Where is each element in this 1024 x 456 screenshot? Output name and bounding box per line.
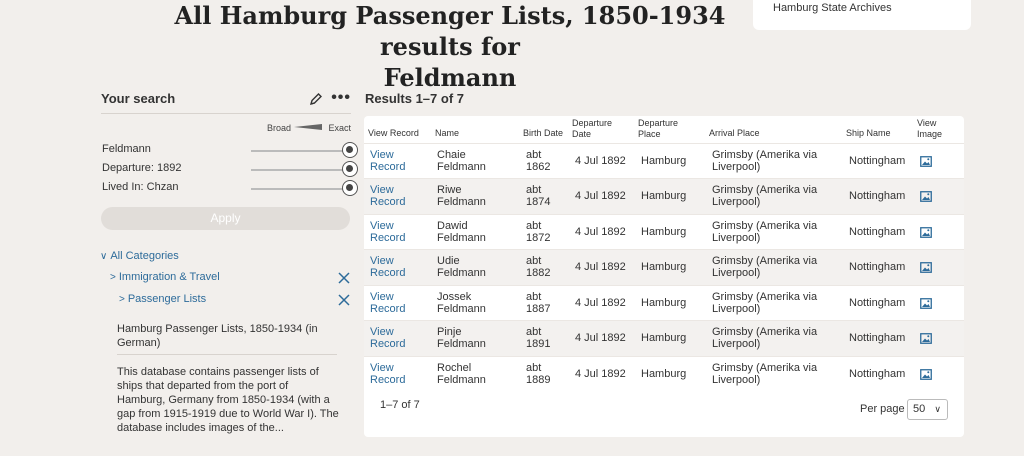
cell-departure-place: Hamburg [641, 154, 687, 167]
cell-name: Jossek Feldmann [437, 290, 486, 315]
cell-departure-date: 4 Jul 1892 [575, 332, 626, 344]
pencil-icon[interactable] [309, 92, 323, 106]
view-record-link[interactable]: View Record [370, 290, 406, 315]
search-header [101, 90, 351, 112]
cell-arrival-place: Grimsby (Amerika via Liverpool) [712, 255, 818, 279]
filter-lived-in [101, 180, 357, 198]
apply-button[interactable]: Apply [101, 207, 350, 230]
cell-departure-place: Hamburg [641, 367, 687, 380]
view-image-icon[interactable] [920, 227, 932, 238]
search-title: Your search [101, 91, 176, 106]
cell-departure-place: Hamburg [641, 225, 687, 238]
filter-departure [101, 161, 357, 179]
filter-slider-track[interactable] [251, 150, 347, 152]
passenger-lists-label: Passenger Lists [127, 293, 207, 305]
cell-ship-name: Nottingham [849, 261, 906, 273]
cell-birth-date: abt 1891 [526, 326, 551, 350]
cell-departure-date: 4 Jul 1892 [575, 367, 626, 380]
view-image-icon[interactable] [920, 369, 932, 380]
close-icon[interactable] [338, 272, 350, 284]
view-image-icon[interactable] [920, 262, 932, 273]
view-image-icon[interactable] [920, 191, 932, 202]
cell-birth-date: abt 1862 [526, 148, 551, 173]
filter-slider-knob[interactable] [342, 161, 358, 177]
cell-departure-date: 4 Jul 1892 [575, 296, 626, 309]
cell-departure-place: Hamburg [641, 190, 687, 202]
cell-birth-date: abt 1874 [526, 184, 551, 208]
header-ship-name[interactable]: Ship Name [846, 128, 891, 138]
page-title [150, 0, 750, 93]
filter-label: Feldmann [102, 143, 151, 155]
header-departure-place[interactable]: Departure Place [638, 118, 679, 139]
page-title-line1: All Hamburg Passenger Lists, 1850-1934 results for [174, 1, 726, 61]
more-options-icon[interactable]: ••• [331, 89, 351, 106]
table-row [364, 320, 964, 356]
cell-departure-place: Hamburg [641, 296, 687, 309]
cell-ship-name: Nottingham [849, 225, 906, 238]
immigration-travel-label: Immigration & Travel [118, 271, 220, 283]
chevron-down-icon: ∨ [100, 251, 108, 262]
table-row [364, 249, 964, 285]
header-departure-date[interactable]: Departure Date [572, 118, 613, 139]
passenger-lists-link[interactable] [119, 292, 206, 307]
view-record-link[interactable]: View Record [370, 184, 406, 208]
cell-departure-date: 4 Jul 1892 [575, 154, 626, 167]
cell-departure-date: 4 Jul 1892 [575, 225, 626, 238]
cell-name: Rochel Feldmann [437, 361, 486, 386]
divider [101, 113, 351, 114]
scale-wedge-icon [294, 124, 322, 130]
filter-name [101, 142, 357, 160]
database-description: This database contains passenger lists of ships that departed from the port of Hamburg, Germany from 1850-1934 (with a gap from 1915-1919 due to World War I). The database includes images of the... [117, 366, 339, 434]
cell-ship-name: Nottingham [849, 332, 906, 344]
cell-departure-place: Hamburg [641, 261, 687, 273]
divider [117, 354, 337, 355]
all-categories-link[interactable] [100, 249, 179, 264]
view-record-link[interactable]: View Record [370, 219, 406, 244]
per-page-label: Per page [860, 403, 905, 415]
table-row [364, 214, 964, 250]
chevron-right-icon: > [110, 272, 116, 283]
page-title-line2: Feldmann [383, 63, 517, 92]
header-arrival-place[interactable]: Arrival Place [709, 128, 760, 138]
filter-label: Lived In: Chzan [102, 181, 179, 193]
filter-slider-knob[interactable] [342, 180, 358, 196]
cell-birth-date: abt 1872 [526, 219, 551, 244]
cell-departure-date: 4 Jul 1892 [575, 190, 626, 202]
close-icon[interactable] [338, 294, 350, 306]
chevron-down-icon: ∨ [934, 404, 941, 414]
cell-arrival-place: Grimsby (Amerika via Liverpool) [712, 290, 818, 315]
cell-departure-place: Hamburg [641, 332, 687, 344]
cell-arrival-place: Grimsby (Amerika via Liverpool) [712, 326, 818, 350]
results-title: Results 1–7 of 7 [365, 91, 464, 106]
table-row [364, 356, 964, 392]
cell-ship-name: Nottingham [849, 190, 906, 202]
table-row [364, 285, 964, 321]
cell-ship-name: Nottingham [849, 154, 906, 167]
cell-name: Pinje Feldmann [437, 326, 486, 350]
cell-name: Dawid Feldmann [437, 219, 486, 244]
cell-name: Udie Feldmann [437, 255, 486, 279]
view-image-icon[interactable] [920, 298, 932, 309]
view-image-icon[interactable] [920, 333, 932, 344]
header-view-record: View Record [368, 128, 419, 138]
results-table [364, 116, 964, 437]
cell-ship-name: Nottingham [849, 367, 906, 380]
filter-label: Departure: 1892 [102, 162, 182, 174]
archive-card [753, 0, 971, 30]
cell-ship-name: Nottingham [849, 296, 906, 309]
header-birth-date[interactable]: Birth Date [523, 128, 564, 138]
scale-broad-label: Broad [267, 123, 292, 133]
cell-birth-date: abt 1889 [526, 361, 551, 386]
cell-arrival-place: Grimsby (Amerika via Liverpool) [712, 148, 818, 173]
filter-slider-track[interactable] [251, 188, 347, 190]
view-record-link[interactable]: View Record [370, 326, 406, 350]
view-image-icon[interactable] [920, 156, 932, 167]
per-page-value: 50 [913, 403, 926, 415]
view-record-link[interactable]: View Record [370, 361, 406, 386]
cell-birth-date: abt 1882 [526, 255, 551, 279]
view-record-link[interactable]: View Record [370, 255, 406, 279]
filter-slider-track[interactable] [251, 169, 347, 171]
cell-departure-date: 4 Jul 1892 [575, 261, 626, 273]
chevron-right-icon: > [119, 294, 125, 305]
cell-name: Riwe Feldmann [437, 184, 486, 208]
cell-arrival-place: Grimsby (Amerika via Liverpool) [712, 361, 818, 386]
all-categories-label: All Categories [110, 250, 179, 262]
header-name[interactable]: Name [435, 128, 460, 138]
filter-slider-knob[interactable] [342, 142, 358, 158]
scale-exact-label: Exact [328, 123, 351, 133]
header-view-image: View Image [917, 118, 943, 139]
immigration-travel-link[interactable] [110, 270, 220, 285]
cell-arrival-place: Grimsby (Amerika via Liverpool) [712, 219, 818, 244]
table-row [364, 178, 964, 214]
table-row [364, 143, 964, 179]
cell-name: Chaie Feldmann [437, 148, 486, 173]
footer-count: 1–7 of 7 [380, 399, 420, 411]
cell-arrival-place: Grimsby (Amerika via Liverpool) [712, 184, 818, 208]
archive-name[interactable]: Hamburg State Archives [773, 2, 892, 14]
per-page-select[interactable] [907, 399, 948, 420]
match-scale [265, 122, 351, 134]
cell-birth-date: abt 1887 [526, 290, 551, 315]
view-record-link[interactable]: View Record [370, 148, 406, 173]
database-title: Hamburg Passenger Lists, 1850-1934 (in German) [117, 323, 318, 349]
